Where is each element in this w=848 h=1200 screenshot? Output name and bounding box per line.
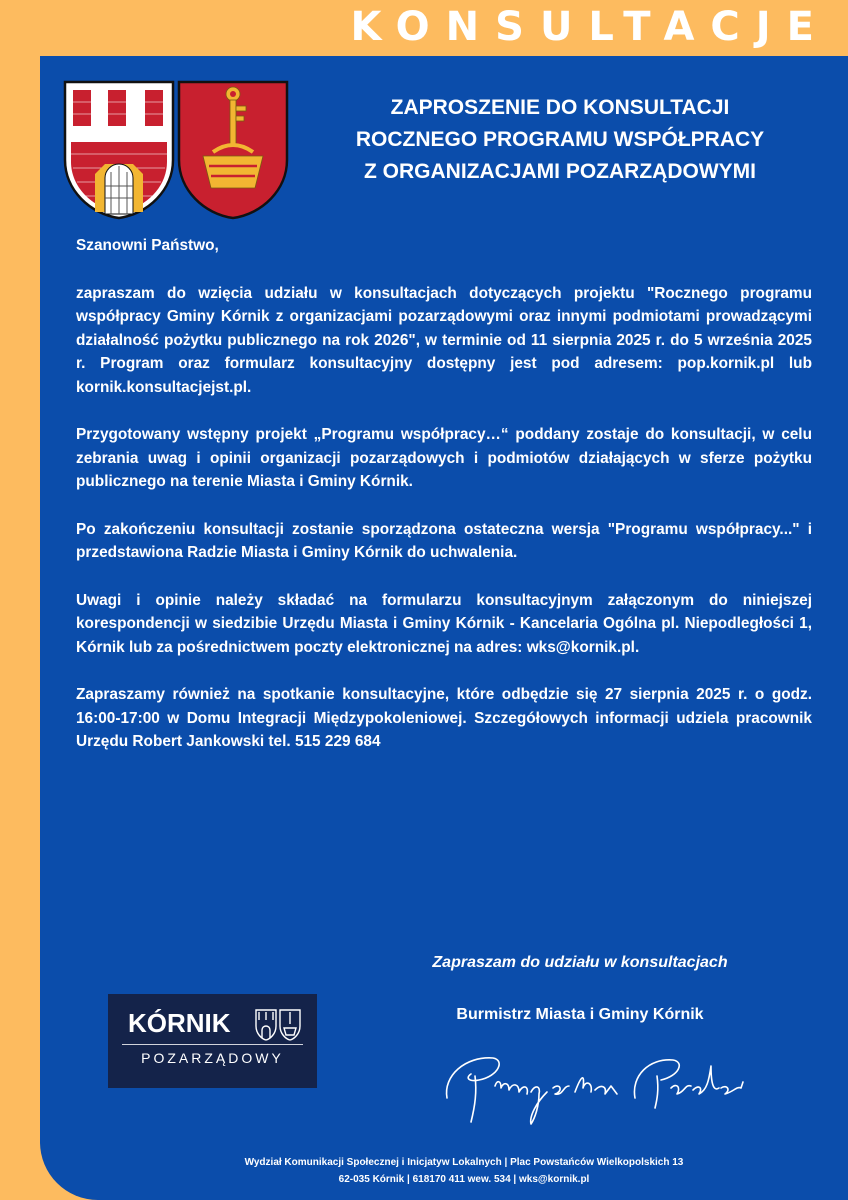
header-word: KONSULTACJE xyxy=(350,4,830,50)
paragraph-project: Przygotowany wstępny projekt „Programu współpracy…“ poddany zostaje do konsultacji, w celu zebrania uwag i opinii organizacji pozarządowych i podmiotów działających w sferze pożytku publicznego na terenie Miasta i Gminy Kórnik. xyxy=(76,426,812,490)
kornik-pozarzadowy-logo xyxy=(108,994,317,1088)
letter-body xyxy=(76,234,812,778)
paragraph-invitation: zapraszam do wzięcia udziału w konsultacjach dotyczących projektu "Rocznego programu współpracy Gminy Kórnik z organizacjami pozarządowymi oraz innymi podmiotami prowadzącymi działalność pożytku publicznego na rok 2026", w terminie od 11 sierpnia 2025 r. do 5 września 2025 r. Program oraz formularz konsultacyjny dostępny jest pod adresem: pop.kornik.pl lub kornik.konsultacjejst.pl. xyxy=(76,284,812,396)
greeting: Szanowni Państwo, xyxy=(76,237,219,254)
footer-address-line: Wydział Komunikacji Społecznej i Inicjatyw Lokalnych | Plac Powstańców Wielkopolskich 13 xyxy=(244,1157,684,1168)
crests-icon xyxy=(63,80,289,220)
paragraph-submission: Uwagi i opinie należy składać na formularzu konsultacyjnym załączonym do niniejszej korespondencji w siedzibie Urzędu Miasta i Gminy Kórnik - Kancelaria Ogólna pl. Niepodległości 1, Kórnik lub za pośrednictwem poczty elektronicznej na adres: wks@kornik.pl. xyxy=(76,591,812,656)
logo-subtitle: POZARZĄDOWY xyxy=(141,1050,284,1066)
page-title xyxy=(310,92,810,188)
mini-crests-icon xyxy=(254,1008,302,1042)
closing-invite: Zapraszam do udziału w konsultacjach xyxy=(432,954,728,971)
footer-contact-line: 62-035 Kórnik | 618170 411 wew. 534 | wks@kornik.pl xyxy=(338,1174,590,1185)
paragraph-meeting: Zapraszamy również na spotkanie konsultacyjne, które odbędzie się 27 sierpnia 2025 r. o godz. 16:00-17:00 w Domu Integracji Międzypokoleniowej. Szczegółowych informacji udziela pracownik Urzędu Robert Jankowski tel. 515 229 684 xyxy=(76,686,812,750)
signatory-title: Burmistrz Miasta i Gminy Kórnik xyxy=(456,1006,704,1023)
title-line-1: ZAPROSZENIE DO KONSULTACJI xyxy=(390,96,730,119)
title-line-2: ROCZNEGO PROGRAMU WSPÓŁPRACY xyxy=(355,128,765,151)
content-panel xyxy=(40,56,848,1200)
logo-divider xyxy=(122,1044,303,1045)
logo-word: KÓRNIK xyxy=(128,1008,231,1038)
title-line-3: Z ORGANIZACJAMI POZARZĄDOWYMI xyxy=(364,160,756,183)
handwritten-signature-icon xyxy=(435,1036,755,1126)
paragraph-final-version: Po zakończeniu konsultacji zostanie sporządzona ostateczna wersja "Programu współpracy..." i przedstawiona Radzie Miasta i Gminy Kórnik do uchwalenia. xyxy=(76,520,812,561)
footer xyxy=(80,1154,848,1188)
